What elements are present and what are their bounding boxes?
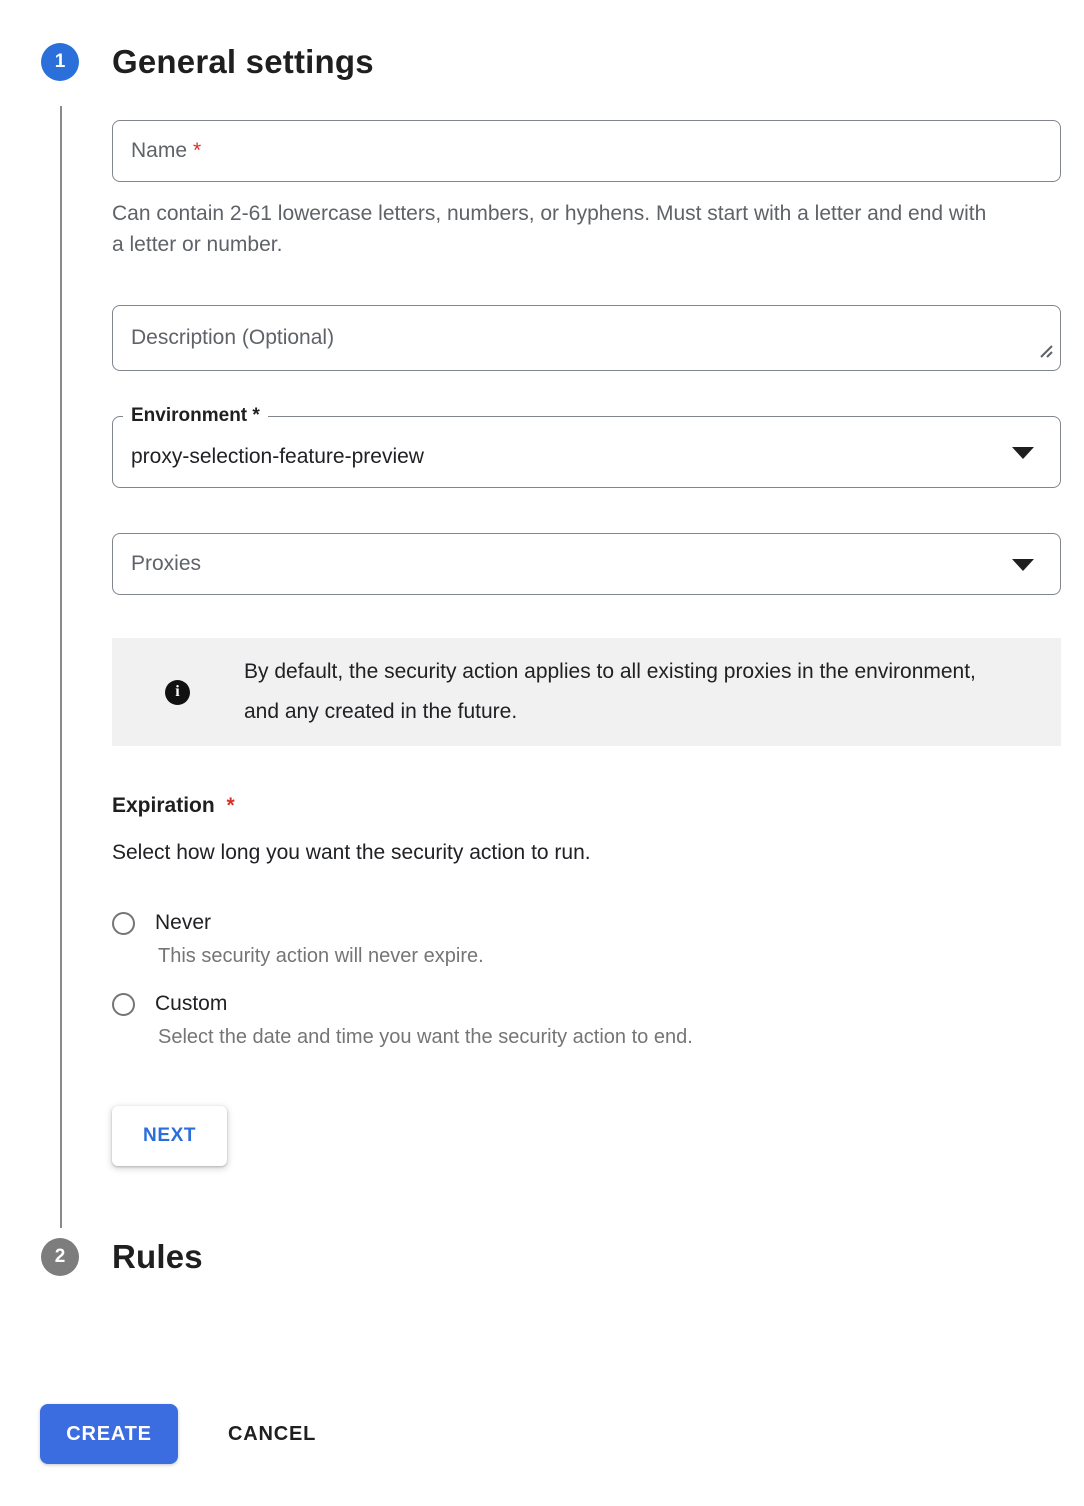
radio-option-never[interactable] — [112, 911, 1061, 969]
info-banner-text: By default, the security action applies to all existing proxies in the environment, and any created in the future. — [244, 660, 976, 723]
step2-title: Rules — [112, 1238, 203, 1275]
radio-label-never[interactable]: Never — [155, 911, 212, 934]
radio-button-icon[interactable] — [112, 912, 135, 935]
proxies-select[interactable] — [112, 533, 1061, 595]
radio-label-custom[interactable]: Custom — [155, 992, 228, 1015]
dropdown-arrow-icon — [1012, 559, 1034, 571]
cancel-button[interactable]: CANCEL — [228, 1422, 317, 1445]
create-button[interactable]: CREATE — [40, 1404, 178, 1464]
description-placeholder: Description (Optional) — [131, 326, 335, 349]
radio-description-never: This security action will never expire. — [158, 945, 484, 967]
form-actions — [0, 1404, 1084, 1464]
radio-button-icon[interactable] — [112, 993, 135, 1016]
expiration-description: Select how long you want the security action to run. — [112, 841, 591, 864]
step1-header — [0, 0, 1084, 81]
environment-required-asterisk: * — [252, 405, 260, 426]
dropdown-arrow-icon — [1012, 447, 1034, 459]
step1-indicator: 1 — [41, 43, 79, 81]
step1-title: General settings — [112, 43, 374, 80]
resize-handle-icon[interactable] — [1038, 340, 1053, 364]
proxies-placeholder: Proxies — [131, 552, 202, 575]
stepper-connector-line — [60, 106, 62, 1228]
name-placeholder: Name — [131, 139, 188, 162]
name-input[interactable] — [112, 120, 1061, 182]
radio-option-custom[interactable] — [112, 992, 1061, 1050]
expiration-required-asterisk: * — [226, 794, 235, 817]
info-banner — [112, 638, 1061, 746]
expiration-label: Expiration * — [112, 794, 235, 817]
info-icon: i — [165, 680, 190, 705]
description-textarea[interactable] — [112, 305, 1061, 371]
step2-header — [0, 1238, 1084, 1276]
radio-description-custom: Select the date and time you want the security action to end. — [158, 1026, 693, 1048]
next-button[interactable]: NEXT — [112, 1106, 227, 1166]
step2-indicator: 2 — [41, 1238, 79, 1276]
name-required-asterisk: * — [193, 139, 202, 162]
expiration-radio-group — [112, 911, 1061, 1050]
environment-select[interactable] — [112, 405, 1061, 488]
name-helper-text: Can contain 2-61 lowercase letters, numbers, or hyphens. Must start with a letter and end with a letter or number. — [112, 202, 987, 256]
environment-value: proxy-selection-feature-preview — [131, 445, 424, 468]
environment-label: Environment * — [123, 405, 268, 427]
